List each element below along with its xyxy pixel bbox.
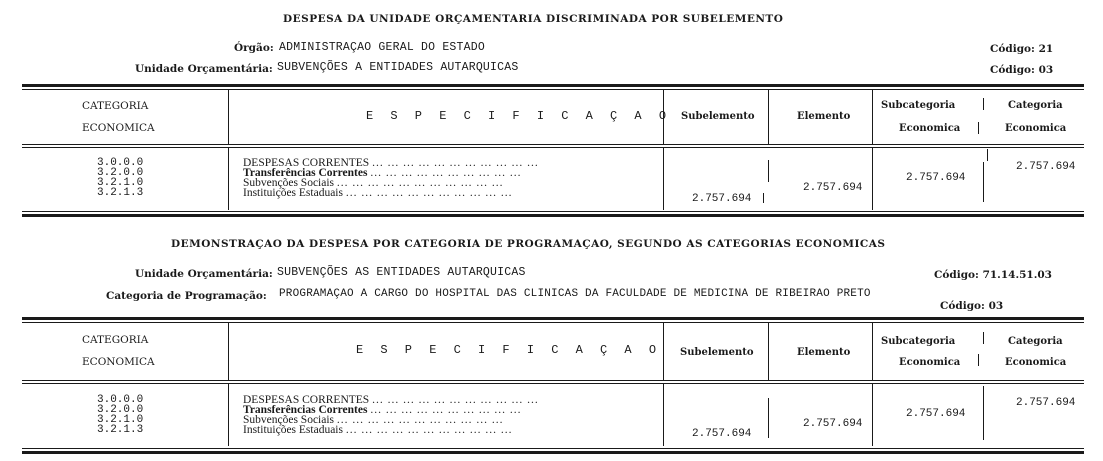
- col-divider: [872, 90, 873, 144]
- col-divider: [872, 384, 873, 446]
- col-tick: [983, 98, 984, 110]
- table-top-rule-thin: [22, 322, 1084, 323]
- row-codes: [97, 394, 144, 436]
- table-bottom-rule-thin: [22, 448, 1084, 449]
- col-divider: [768, 323, 769, 380]
- col-divider: [228, 323, 229, 380]
- orgao-code: Código: 21: [990, 43, 1054, 55]
- row-descriptions: [243, 395, 539, 435]
- col-tick: [978, 354, 979, 366]
- row-desc: Transferências Correntes: [243, 167, 368, 179]
- header-subcategoria-economica: Economica: [899, 357, 961, 368]
- section2-title: DEMONSTRAÇAO DA DESPESA POR CATEGORIA DE PROGRAMAÇAO, SEGUNDO AS CATEGORIAS ECONOMICAS: [171, 238, 886, 250]
- header-rule: [22, 147, 1084, 148]
- header-rule: [22, 144, 1084, 145]
- row-desc: Subvenções Sociais: [243, 414, 335, 426]
- col-divider: [663, 323, 664, 380]
- row-leader-dots: ... ... ... ... ... ... ... ... ... ... ...: [345, 424, 513, 436]
- value-elemento: 2.757.694: [803, 182, 863, 194]
- col-tick: [768, 160, 769, 182]
- value-categoria: 2.757.694: [1016, 397, 1076, 409]
- unidade-value: SUBVENÇÕES A ENTIDADES AUTARQUICAS: [277, 61, 519, 74]
- header-elemento: Elemento: [797, 111, 851, 122]
- row-code: 3.2.0.0: [97, 404, 144, 416]
- col-divider: [872, 323, 873, 380]
- row-desc: Subvenções Sociais: [243, 177, 335, 189]
- header-categoria-e: Categoria: [1008, 100, 1063, 111]
- header-subelemento: Subelemento: [680, 347, 754, 358]
- col-tick: [978, 122, 979, 134]
- row-desc: DESPESAS CORRENTES: [243, 157, 370, 169]
- col-tick: [983, 386, 984, 440]
- table-bottom-rule-thin: [22, 211, 1084, 212]
- header-rule: [22, 380, 1084, 381]
- col-divider: [228, 384, 229, 446]
- row-code: 3.2.1.0: [97, 177, 144, 189]
- header-categoria: CATEGORIA: [82, 334, 149, 346]
- col-divider: [663, 384, 664, 446]
- col-tick: [983, 162, 984, 202]
- header-especificacao: E S P E C I F I C A Ç A O: [366, 109, 672, 123]
- col-divider: [228, 90, 229, 144]
- col-divider: [663, 148, 664, 210]
- header-categoria-e-economica: Economica: [1005, 357, 1067, 368]
- header-categoria-e-economica: Economica: [1005, 123, 1067, 134]
- col-divider: [768, 90, 769, 144]
- col-tick: [768, 398, 769, 438]
- row-code: 3.0.0.0: [97, 157, 144, 169]
- row-leader-dots: ... ... ... ... ... ... ... ... ... ... ...: [345, 187, 513, 199]
- orgao-value: ADMINISTRAÇAO GERAL DO ESTADO: [279, 41, 485, 54]
- header-economica: ECONOMICA: [82, 122, 155, 134]
- col-divider: [228, 148, 229, 210]
- row-descriptions: [243, 158, 539, 198]
- header-subelemento: Subelemento: [681, 111, 755, 122]
- row-desc: Instituições Estaduais: [243, 424, 343, 436]
- row-leader-dots: ... ... ... ... ... ... ... ... ... ... ...: [336, 177, 504, 189]
- row-code: 3.2.1.3: [97, 187, 144, 199]
- header-elemento: Elemento: [797, 347, 851, 358]
- row-code: 3.2.1.0: [97, 414, 144, 426]
- programacao-value: PROGRAMAÇAO A CARGO DO HOSPITAL DAS CLINICAS DA FACULDADE DE MEDICINA DE RIBEIRAO PRETO: [279, 288, 871, 300]
- header-subcategoria-economica: Economica: [899, 123, 961, 134]
- row-code: 3.0.0.0: [97, 394, 144, 406]
- row-desc-line: [243, 188, 539, 198]
- unidade-code: Código: 03: [990, 64, 1054, 76]
- programacao-code: Código: 03: [940, 300, 1004, 312]
- value-subcategoria: 2.757.694: [906, 172, 966, 184]
- col-divider: [872, 148, 873, 210]
- header-subcategoria: Subcategoria: [881, 336, 956, 347]
- value-subcategoria: 2.757.694: [906, 408, 966, 420]
- row-codes: [97, 157, 144, 199]
- row-code: 3.2.1.3: [97, 424, 144, 436]
- row-leader-dots: ... ... ... ... ... ... ... ... ... ...: [370, 404, 522, 416]
- row-desc-line: [243, 425, 539, 435]
- table-bottom-rule: [22, 451, 1084, 454]
- row-leader-dots: ... ... ... ... ... ... ... ... ... ... ...: [372, 157, 539, 169]
- table-top-rule: [22, 317, 1084, 320]
- col-tick: [983, 332, 984, 344]
- unidade-label: Unidade Orçamentária:: [135, 268, 273, 280]
- table-top-rule-thin: [22, 89, 1084, 90]
- row-desc: Instituições Estaduais: [243, 187, 343, 199]
- value-categoria: 2.757.694: [1016, 161, 1076, 173]
- table-top-rule: [22, 84, 1084, 87]
- row-leader-dots: ... ... ... ... ... ... ... ... ... ... ...: [372, 394, 539, 406]
- orgao-label: Órgão:: [234, 42, 274, 54]
- value-subelemento: 2.757.694: [692, 193, 752, 205]
- header-especificacao: E S P E C I F I C A Ç A O: [356, 343, 662, 357]
- col-tick: [763, 193, 764, 203]
- value-elemento: 2.757.694: [803, 418, 863, 430]
- section1-title: DESPESA DA UNIDADE ORÇAMENTARIA DISCRIMINADA POR SUBELEMENTO: [283, 13, 784, 25]
- header-rule: [22, 383, 1084, 384]
- row-desc: Transferências Correntes: [243, 404, 368, 416]
- row-leader-dots: ... ... ... ... ... ... ... ... ... ... ...: [336, 414, 504, 426]
- value-subelemento: 2.757.694: [692, 428, 752, 440]
- row-code: 3.2.0.0: [97, 167, 144, 179]
- unidade-label: Unidade Orçamentária:: [135, 63, 273, 75]
- unidade-code: Código: 71.14.51.03: [934, 269, 1052, 281]
- header-categoria: CATEGORIA: [82, 100, 149, 112]
- row-leader-dots: ... ... ... ... ... ... ... ... ... ...: [370, 167, 522, 179]
- header-economica: ECONOMICA: [82, 356, 155, 368]
- table-bottom-rule: [22, 214, 1084, 217]
- programacao-label: Categoria de Programação:: [106, 290, 267, 302]
- header-subcategoria: Subcategoria: [881, 100, 956, 111]
- row-desc: DESPESAS CORRENTES: [243, 394, 370, 406]
- col-tick: [987, 149, 988, 161]
- unidade-value: SUBVENÇÕES AS ENTIDADES AUTARQUICAS: [277, 266, 526, 279]
- header-categoria-e: Categoria: [1008, 336, 1063, 347]
